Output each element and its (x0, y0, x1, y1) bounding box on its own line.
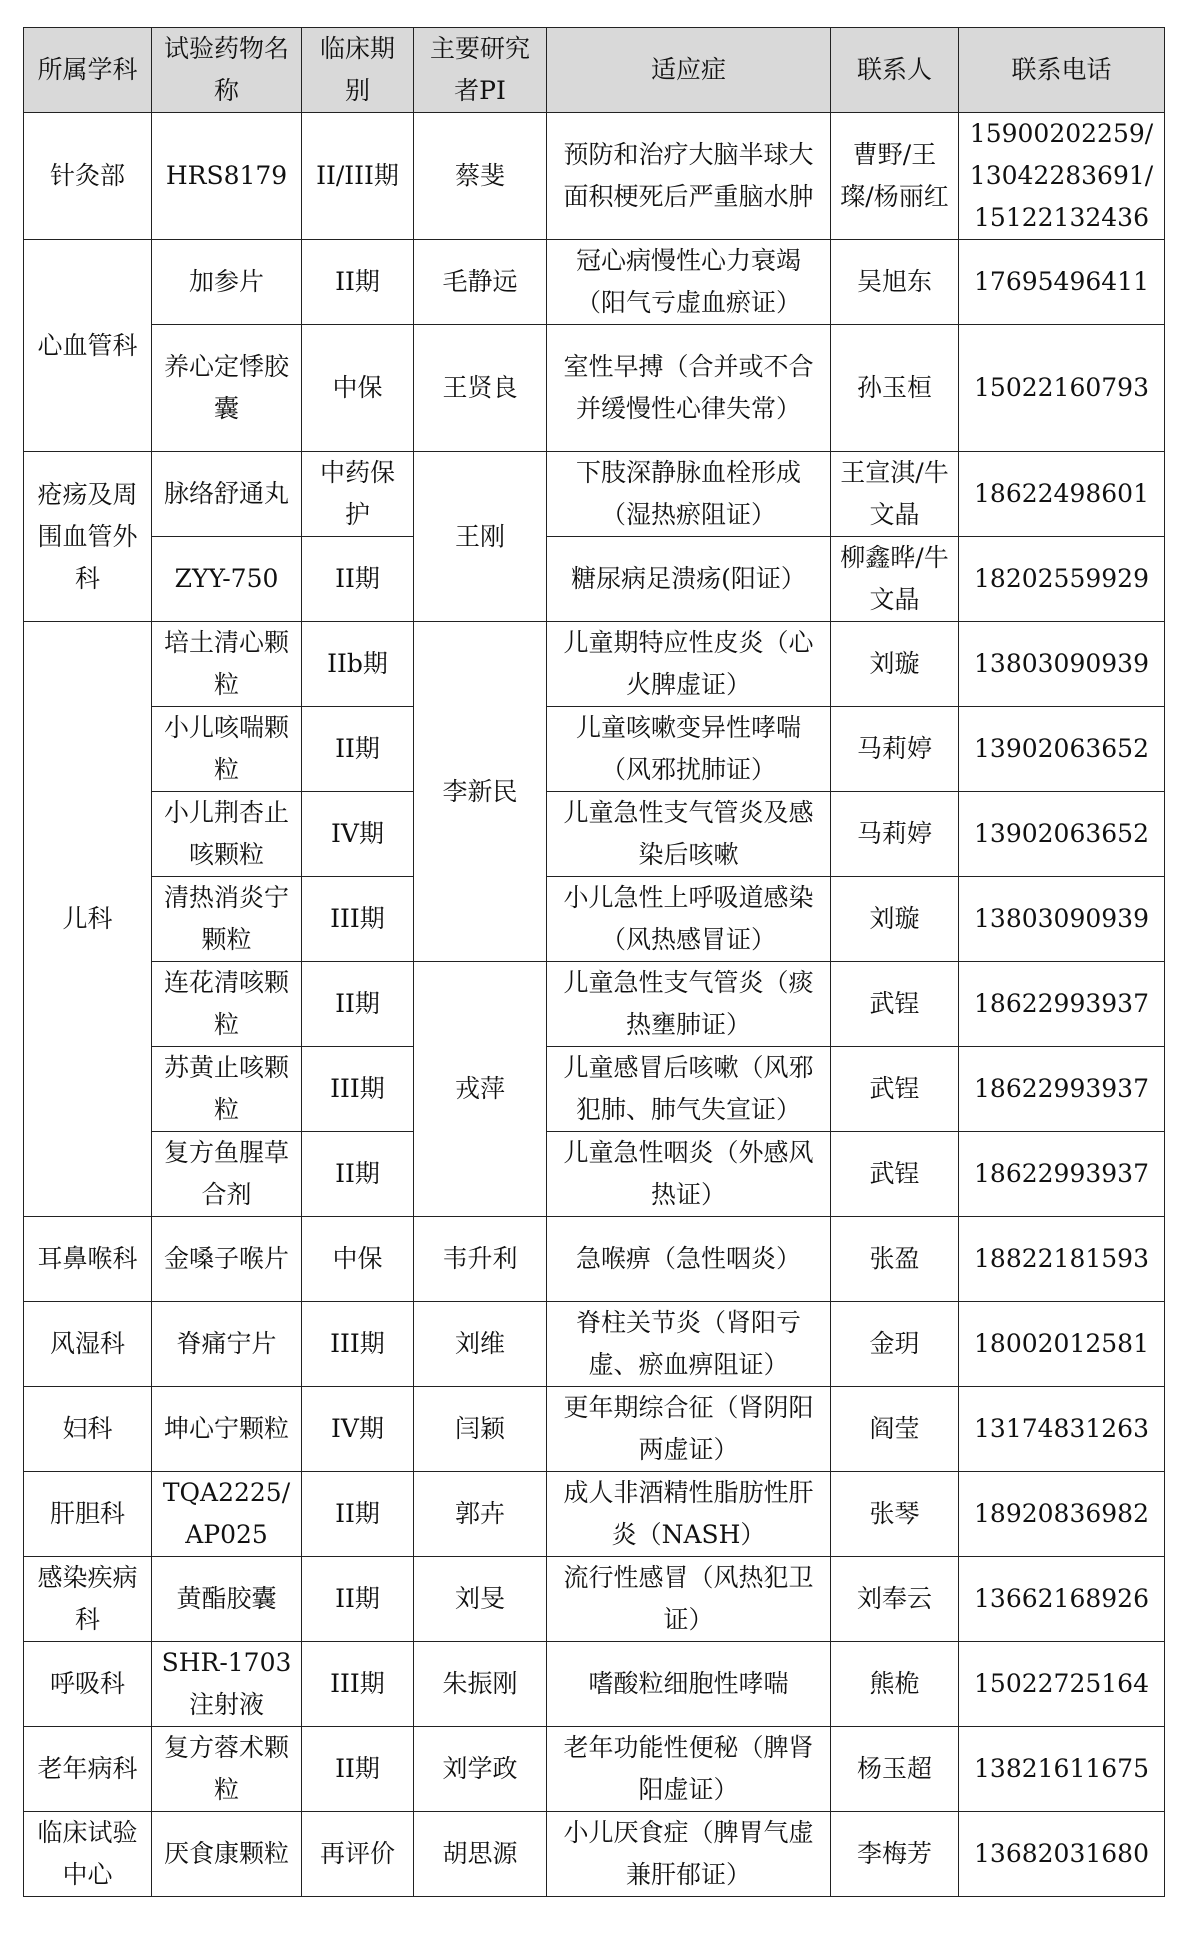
pi-cell: 刘学政 (414, 1727, 547, 1812)
indication-cell: 儿童急性咽炎（外感风热证） (547, 1132, 831, 1217)
phase-cell: III期 (302, 877, 414, 962)
table-row (24, 622, 1165, 707)
phone-cell: 13821611675 (959, 1727, 1165, 1812)
department-cell: 感染疾病科 (24, 1557, 152, 1642)
drug-cell: ZYY-750 (152, 537, 302, 622)
indication-cell: 室性早搏（合并或不合并缓慢性心律失常） (547, 325, 831, 452)
table-row (24, 1387, 1165, 1472)
department-cell: 耳鼻喉科 (24, 1217, 152, 1302)
department-cell: 老年病科 (24, 1727, 152, 1812)
contact-cell: 曹野/王璨/杨丽红 (831, 113, 959, 240)
drug-cell: SHR-1703注射液 (152, 1642, 302, 1727)
table-row (24, 1217, 1165, 1302)
phone-cell: 15900202259/13042283691/15122132436 (959, 113, 1165, 240)
indication-cell: 儿童急性支气管炎及感染后咳嗽 (547, 792, 831, 877)
pi-cell: 韦升利 (414, 1217, 547, 1302)
table-row (24, 537, 1165, 622)
indication-cell: 下肢深静脉血栓形成（湿热瘀阻证） (547, 452, 831, 537)
indication-cell: 小儿急性上呼吸道感染（风热感冒证） (547, 877, 831, 962)
pi-cell: 李新民 (414, 622, 547, 962)
header-contact-phone: 联系电话 (959, 28, 1165, 113)
phone-cell: 13682031680 (959, 1812, 1165, 1897)
indication-cell: 成人非酒精性脂肪性肝炎（NASH） (547, 1472, 831, 1557)
department-cell: 针灸部 (24, 113, 152, 240)
phone-cell: 18622993937 (959, 1047, 1165, 1132)
table-row (24, 1472, 1165, 1557)
phase-cell: II期 (302, 537, 414, 622)
phone-cell: 13662168926 (959, 1557, 1165, 1642)
phone-cell: 13902063652 (959, 707, 1165, 792)
indication-cell: 预防和治疗大脑半球大面积梗死后严重脑水肿 (547, 113, 831, 240)
table-row (24, 113, 1165, 240)
table-row (24, 1557, 1165, 1642)
drug-cell: 清热消炎宁颗粒 (152, 877, 302, 962)
contact-cell: 李梅芳 (831, 1812, 959, 1897)
indication-cell: 小儿厌食症（脾胃气虚兼肝郁证） (547, 1812, 831, 1897)
department-cell: 儿科 (24, 622, 152, 1217)
phase-cell: II期 (302, 1472, 414, 1557)
contact-cell: 张琴 (831, 1472, 959, 1557)
drug-cell: 脊痛宁片 (152, 1302, 302, 1387)
table-row (24, 1812, 1165, 1897)
header-drug-name: 试验药物名称 (152, 28, 302, 113)
phone-cell: 18622993937 (959, 1132, 1165, 1217)
table-row (24, 1302, 1165, 1387)
contact-cell: 孙玉桓 (831, 325, 959, 452)
contact-cell: 柳鑫晔/牛文晶 (831, 537, 959, 622)
contact-cell: 武锃 (831, 1132, 959, 1217)
indication-cell: 儿童咳嗽变异性哮喘（风邪扰肺证） (547, 707, 831, 792)
contact-cell: 刘奉云 (831, 1557, 959, 1642)
header-indication: 适应症 (547, 28, 831, 113)
indication-cell: 老年功能性便秘（脾肾阳虚证） (547, 1727, 831, 1812)
phase-cell: II期 (302, 962, 414, 1047)
phone-cell: 15022725164 (959, 1642, 1165, 1727)
contact-cell: 刘璇 (831, 622, 959, 707)
pi-cell: 闫颖 (414, 1387, 547, 1472)
department-cell: 肝胆科 (24, 1472, 152, 1557)
phone-cell: 18002012581 (959, 1302, 1165, 1387)
contact-cell: 张盈 (831, 1217, 959, 1302)
phone-cell: 18202559929 (959, 537, 1165, 622)
header-row (24, 28, 1165, 113)
header-contact-person: 联系人 (831, 28, 959, 113)
phone-cell: 17695496411 (959, 240, 1165, 325)
drug-cell: 小儿咳喘颗粒 (152, 707, 302, 792)
table-row (24, 1132, 1165, 1217)
clinical-trials-table (23, 27, 1165, 1897)
drug-cell: 培土清心颗粒 (152, 622, 302, 707)
drug-cell: 金嗓子喉片 (152, 1217, 302, 1302)
phone-cell: 13803090939 (959, 622, 1165, 707)
contact-cell: 阎莹 (831, 1387, 959, 1472)
department-cell: 妇科 (24, 1387, 152, 1472)
table-row (24, 240, 1165, 325)
contact-cell: 杨玉超 (831, 1727, 959, 1812)
phase-cell: II期 (302, 1557, 414, 1642)
table-row (24, 792, 1165, 877)
table-row (24, 1047, 1165, 1132)
indication-cell: 冠心病慢性心力衰竭（阳气亏虚血瘀证） (547, 240, 831, 325)
drug-cell: 厌食康颗粒 (152, 1812, 302, 1897)
pi-cell: 王贤良 (414, 325, 547, 452)
pi-cell: 戎萍 (414, 962, 547, 1217)
pi-cell: 王刚 (414, 452, 547, 622)
department-cell: 临床试验中心 (24, 1812, 152, 1897)
department-cell: 风湿科 (24, 1302, 152, 1387)
table-row (24, 325, 1165, 452)
table-row (24, 1727, 1165, 1812)
indication-cell: 儿童感冒后咳嗽（风邪犯肺、肺气失宣证） (547, 1047, 831, 1132)
drug-cell: 苏黄止咳颗粒 (152, 1047, 302, 1132)
header-clinical-phase: 临床期别 (302, 28, 414, 113)
contact-cell: 马莉婷 (831, 707, 959, 792)
drug-cell: 小儿荆杏止咳颗粒 (152, 792, 302, 877)
phase-cell: III期 (302, 1302, 414, 1387)
pi-cell: 朱振刚 (414, 1642, 547, 1727)
drug-cell: 养心定悸胶囊 (152, 325, 302, 452)
header-principal-investigator: 主要研究者PI (414, 28, 547, 113)
contact-cell: 刘璇 (831, 877, 959, 962)
table-body (24, 113, 1165, 1897)
contact-cell: 武锃 (831, 1047, 959, 1132)
phase-cell: II期 (302, 707, 414, 792)
department-cell: 呼吸科 (24, 1642, 152, 1727)
phase-cell: 中保 (302, 1217, 414, 1302)
phone-cell: 18822181593 (959, 1217, 1165, 1302)
phase-cell: 中药保护 (302, 452, 414, 537)
contact-cell: 熊桅 (831, 1642, 959, 1727)
pi-cell: 毛静远 (414, 240, 547, 325)
phase-cell: III期 (302, 1642, 414, 1727)
table-header (24, 28, 1165, 113)
phase-cell: IV期 (302, 1387, 414, 1472)
pi-cell: 蔡斐 (414, 113, 547, 240)
phase-cell: III期 (302, 1047, 414, 1132)
phase-cell: IIb期 (302, 622, 414, 707)
pi-cell: 刘维 (414, 1302, 547, 1387)
phase-cell: II/III期 (302, 113, 414, 240)
contact-cell: 马莉婷 (831, 792, 959, 877)
phone-cell: 15022160793 (959, 325, 1165, 452)
department-cell: 疮疡及周围血管外科 (24, 452, 152, 622)
drug-cell: HRS8179 (152, 113, 302, 240)
drug-cell: 连花清咳颗粒 (152, 962, 302, 1047)
indication-cell: 糖尿病足溃疡(阳证） (547, 537, 831, 622)
phase-cell: II期 (302, 1132, 414, 1217)
contact-cell: 吴旭东 (831, 240, 959, 325)
phone-cell: 18622498601 (959, 452, 1165, 537)
indication-cell: 急喉痹（急性咽炎） (547, 1217, 831, 1302)
phase-cell: 中保 (302, 325, 414, 452)
phone-cell: 13803090939 (959, 877, 1165, 962)
phase-cell: II期 (302, 240, 414, 325)
phone-cell: 18920836982 (959, 1472, 1165, 1557)
indication-cell: 儿童期特应性皮炎（心火脾虚证） (547, 622, 831, 707)
phase-cell: 再评价 (302, 1812, 414, 1897)
pi-cell: 胡思源 (414, 1812, 547, 1897)
drug-cell: TQA2225/AP025 (152, 1472, 302, 1557)
drug-cell: 坤心宁颗粒 (152, 1387, 302, 1472)
indication-cell: 嗜酸粒细胞性哮喘 (547, 1642, 831, 1727)
contact-cell: 金玥 (831, 1302, 959, 1387)
contact-cell: 武锃 (831, 962, 959, 1047)
contact-cell: 王宣淇/牛文晶 (831, 452, 959, 537)
phone-cell: 18622993937 (959, 962, 1165, 1047)
indication-cell: 儿童急性支气管炎（痰热壅肺证） (547, 962, 831, 1047)
drug-cell: 复方鱼腥草合剂 (152, 1132, 302, 1217)
header-department: 所属学科 (24, 28, 152, 113)
pi-cell: 刘旻 (414, 1557, 547, 1642)
indication-cell: 脊柱关节炎（肾阳亏虚、瘀血痹阻证） (547, 1302, 831, 1387)
phase-cell: IV期 (302, 792, 414, 877)
department-cell: 心血管科 (24, 240, 152, 452)
drug-cell: 复方蓉术颗粒 (152, 1727, 302, 1812)
indication-cell: 更年期综合征（肾阴阳两虚证） (547, 1387, 831, 1472)
phone-cell: 13902063652 (959, 792, 1165, 877)
indication-cell: 流行性感冒（风热犯卫证） (547, 1557, 831, 1642)
table-row (24, 1642, 1165, 1727)
drug-cell: 脉络舒通丸 (152, 452, 302, 537)
phone-cell: 13174831263 (959, 1387, 1165, 1472)
table-row (24, 877, 1165, 962)
pi-cell: 郭卉 (414, 1472, 547, 1557)
drug-cell: 加参片 (152, 240, 302, 325)
table-row (24, 707, 1165, 792)
drug-cell: 黄酯胶囊 (152, 1557, 302, 1642)
table-row (24, 962, 1165, 1047)
phase-cell: II期 (302, 1727, 414, 1812)
table-row (24, 452, 1165, 537)
